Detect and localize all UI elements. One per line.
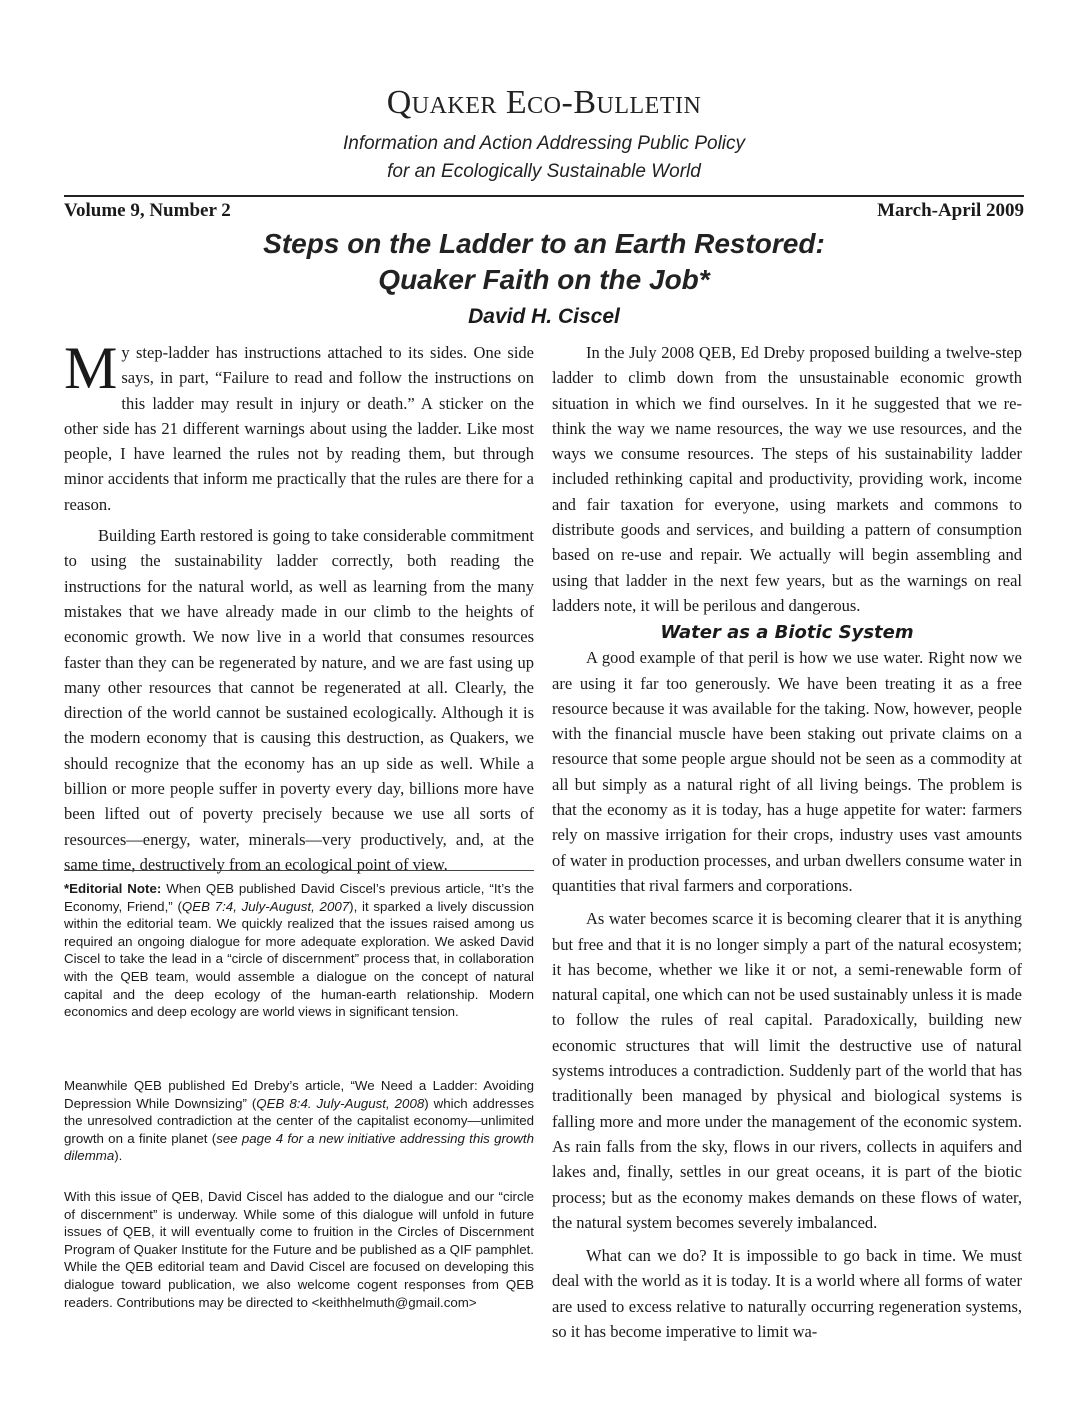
note-divider	[64, 870, 534, 871]
publication-subtitle-line1: Information and Action Addressing Public Policy	[342, 133, 746, 154]
article-paragraph: What can we do? It is impossible to go back in time. We must deal with the world as it is today. It is a world where all forms of water are used to excess relative to naturally occurring regeneration systems, so it has become imperative to limit wa-	[552, 1246, 1022, 1341]
issue-date: March-April 2009	[877, 200, 1024, 221]
publication-subtitle-line2: for an Ecologically Sustainable World	[387, 161, 701, 182]
paragraph-text: y step-ladder has instructions attached to its sides. One side says, in part, “Failure to read and follow the instructions on this ladder may result in injury or death.” A sticker on the other side has 21 different warnings about using the ladder. Like most people, I have learned the rules not by reading them, but through minor accidents that inform me practically that the rules are there for a reason.	[64, 343, 534, 514]
publication-title: Quaker Eco-Bulletin	[386, 84, 702, 121]
editorial-note-paragraph	[64, 880, 534, 1021]
editorial-note-label: *Editorial Note:	[64, 881, 162, 896]
article-paragraph: Building Earth restored is going to take considerable commitment to using the sustainability ladder correctly, both reading the instructions for the natural world, as well as learning from the many mistakes that we have already made in our climb to the heights of economic growth. We now live in a world that consumes resources faster than they can be regenerated by nature, and we are fast using up many other resources that cannot be regenerated at all. Clearly, the direction of the world cannot be sustained ecologically. Although it is the modern economy that is causing this destruction, as Quakers, we should recognize that the economy has an up side as well. While a billion or more people suffer in poverty every day, billions more have been lifted out of poverty precisely because we use all sorts of resources—energy, water, minerals—very productively, and, at the same time, destructively from an ecological point of view.	[64, 526, 534, 874]
note-cross-reference: see page 4 for a new initiative addressing this growth dilemma	[64, 1130, 534, 1164]
article-headline-line2: Quaker Faith on the Job*	[378, 264, 710, 295]
note-citation: QEB 8:4. July-August, 2008	[256, 1095, 425, 1111]
note-text: When QEB published David Ciscel’s previous article, “It’s the Economy, Friend,” (	[64, 881, 535, 914]
editorial-note-paragraph	[64, 1077, 534, 1165]
drop-cap: M	[64, 335, 118, 401]
editorial-note-paragraph: With this issue of QEB, David Ciscel has added to the dialogue and our “circle of discernment” is underway. While some of this dialogue will unfold in future issues of QEB, it will eventually come to fruition in the Circles of Discernment Program of Quaker Institute for the Future and be published as a QIF pamphlet. While the QEB editorial team and David Ciscel are focused on developing this dialogue toward publication, we also welcome cogent responses from QEB readers. Contributions may be directed to <keithhelmuth@gmail.com>	[64, 1189, 534, 1310]
article-author: David H. Ciscel	[468, 305, 620, 328]
volume-number: Volume 9, Number 2	[64, 200, 231, 221]
note-text: ).	[114, 1148, 123, 1164]
article-paragraph	[64, 335, 534, 517]
article-headline-line1: Steps on the Ladder to an Earth Restored:	[263, 228, 825, 259]
article-paragraph: As water becomes scarce it is becoming clearer that it is anything but free and that it is no longer simply a part of the natural ecosystem; it has become, whether we like it or not, a semi-renewable form of natural capital, one which can not be used sustainably unless it is made to follow the rules of real capital. Paradoxically, building new economic structures that will limit the destructive use of natural systems introduces a contradiction. Suddenly part of the world that has traditionally been managed by physical and biological systems is falling more and more under the management of the economic system. As rain falls from the sky, flows in our rivers, collects in aquifers and lakes and, finally, settles in our great oceans, it is part of the biotic process; but as the economy makes demands on these flows of water, the natural system becomes severely imbalanced.	[552, 909, 1022, 1232]
section-heading: Water as a Biotic System	[660, 622, 914, 644]
note-text: Meanwhile QEB published Ed Dreby’s article, “We Need a Ladder: Avoiding Depression While Downsizing” (	[64, 1078, 534, 1111]
article-paragraph: In the July 2008 QEB, Ed Dreby proposed building a twelve-step ladder to climb down from the unsustainable economic growth situation in which we find ourselves. In it he suggested that we re-think the way we name resources, the way we use resources, and the ways we consume resources. The steps of his sustainability ladder included rethinking capital and productivity, providing work, income and fair taxation for everyone, using markets and commons to distribute goods and services, and building a pattern of consumption based on re-use and repair. We actually will begin assembling and using that ladder in the next few years, but as the warnings on real ladders note, it will be perilous and dangerous.	[552, 343, 1022, 615]
article-left-column	[64, 335, 534, 877]
article-right-column	[552, 340, 1022, 1344]
note-text: ) which addresses the unresolved contradiction at the center of the capitalist economy—unlimited growth on a finite planet (	[64, 1095, 534, 1146]
masthead-divider	[64, 195, 1024, 197]
note-text: ), it sparked a lively discussion within the editorial team. We quickly realized that the issues raised among us required an ongoing dialogue for more adequate exploration. We asked David Ciscel to take the lead in a “circle of discernment” process that, in collaboration with the QEB team, would assemble a dialogue on the concept of natural capital and the deep ecology of the human-earth relationship. Modern economics and deep ecology are world views in significant tension.	[64, 898, 534, 1020]
note-citation: QEB 7:4, July-August, 2007	[181, 898, 350, 914]
article-paragraph: A good example of that peril is how we use water. Right now we are using it far too generously. We have been treating it as a free resource because it was available for the taking. Now, however, people with the financial muscle have been staking out private claims on a resource that some people argue should not be seen as a commodity at all but simply as a natural right of all living beings. The problem is that the economy as it is today, has a huge appetite for water: farmers rely on massive irrigation for their crops, industry uses vast amounts of water in production processes, and urban dwellers consume water in quantities that rival farmers and corporations.	[552, 648, 1022, 895]
